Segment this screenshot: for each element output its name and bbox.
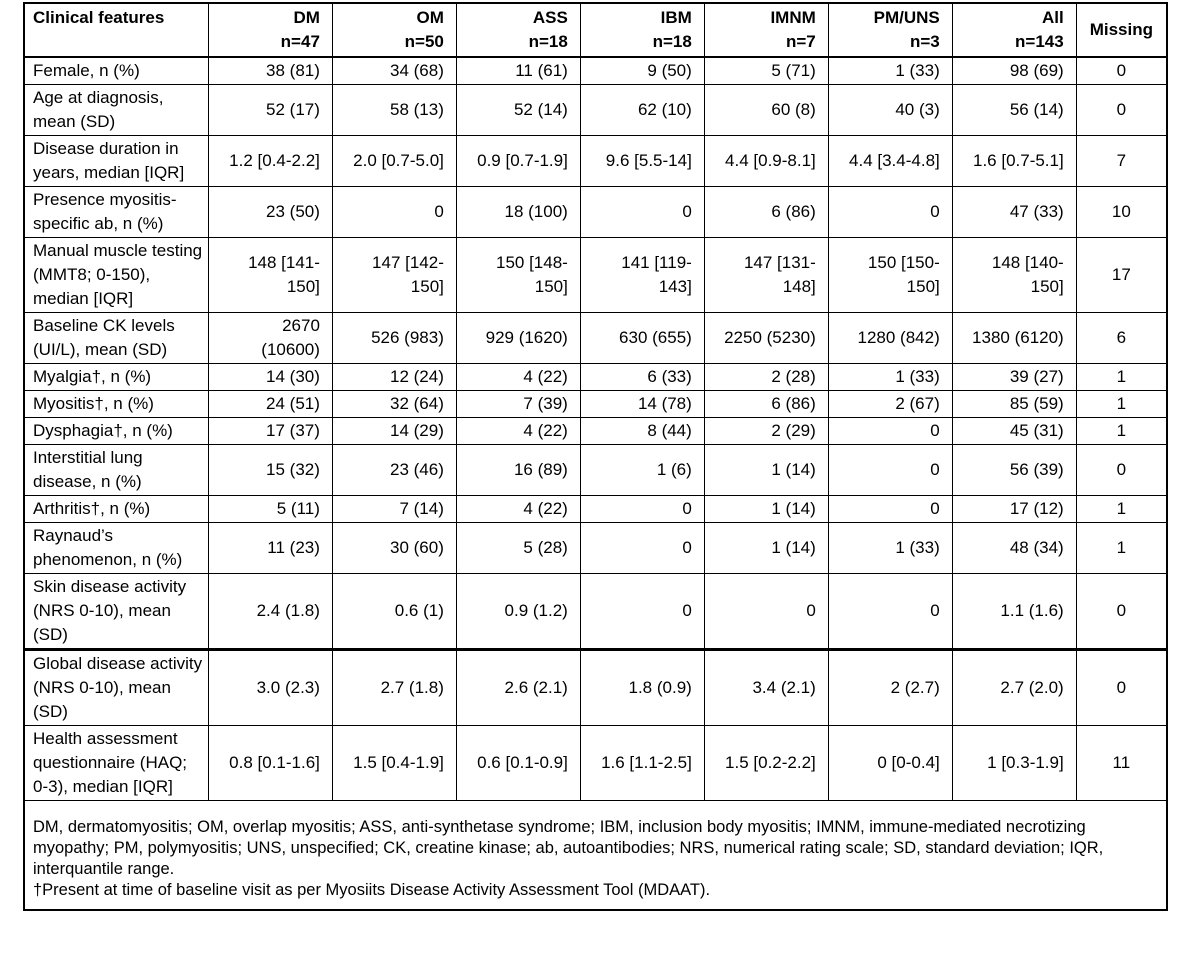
column-header-label: Clinical features: [33, 8, 165, 27]
value-cell: 1.1 (1.6): [952, 574, 1076, 650]
value-cell: 0.6 (1): [332, 574, 456, 650]
value-cell: 2.6 (2.1): [456, 650, 580, 726]
value-cell: 141 [119-143]: [580, 238, 704, 313]
value-cell: 52 (17): [208, 85, 332, 136]
value-cell: 1 (14): [704, 523, 828, 574]
feature-cell: Baseline CK levels (UI/L), mean (SD): [24, 313, 208, 364]
value-cell: 11 (61): [456, 57, 580, 85]
column-header-om: [332, 3, 456, 57]
value-cell: 4.4 [3.4-4.8]: [828, 136, 952, 187]
value-cell: 58 (13): [332, 85, 456, 136]
missing-cell: 0: [1076, 85, 1167, 136]
value-cell: 150 [150-150]: [828, 238, 952, 313]
value-cell: 17 (37): [208, 418, 332, 445]
column-header-n: n=3: [909, 32, 940, 51]
table-row: [24, 726, 1167, 801]
missing-cell: 1: [1076, 523, 1167, 574]
value-cell: 40 (3): [828, 85, 952, 136]
value-cell: 0: [580, 187, 704, 238]
value-cell: 1.2 [0.4-2.2]: [208, 136, 332, 187]
value-cell: 3.0 (2.3): [208, 650, 332, 726]
value-cell: 4.4 [0.9-8.1]: [704, 136, 828, 187]
table-row: [24, 523, 1167, 574]
column-header-n: n=7: [786, 32, 816, 51]
value-cell: 5 (11): [208, 496, 332, 523]
feature-cell: Myositis†, n (%): [24, 391, 208, 418]
value-cell: 2.4 (1.8): [208, 574, 332, 650]
value-cell: 85 (59): [952, 391, 1076, 418]
value-cell: 3.4 (2.1): [704, 650, 828, 726]
value-cell: 7 (14): [332, 496, 456, 523]
value-cell: 38 (81): [208, 57, 332, 85]
table-row: [24, 418, 1167, 445]
value-cell: 0.8 [0.1-1.6]: [208, 726, 332, 801]
value-cell: 0 [0-0.4]: [828, 726, 952, 801]
value-cell: 2 (28): [704, 364, 828, 391]
value-cell: 6 (86): [704, 391, 828, 418]
feature-cell: Raynaud’s phenomenon, n (%): [24, 523, 208, 574]
value-cell: 8 (44): [580, 418, 704, 445]
value-cell: 0: [828, 496, 952, 523]
value-cell: 17 (12): [952, 496, 1076, 523]
value-cell: 5 (71): [704, 57, 828, 85]
value-cell: 0: [580, 574, 704, 650]
table-row: [24, 650, 1167, 726]
value-cell: 52 (14): [456, 85, 580, 136]
column-header-n: n=47: [280, 32, 320, 51]
value-cell: 14 (30): [208, 364, 332, 391]
value-cell: 24 (51): [208, 391, 332, 418]
feature-cell: Presence myositis-specific ab, n (%): [24, 187, 208, 238]
table-row: [24, 238, 1167, 313]
value-cell: 18 (100): [456, 187, 580, 238]
column-header-n: n=50: [404, 32, 444, 51]
value-cell: 0.9 [0.7-1.9]: [456, 136, 580, 187]
value-cell: 6 (86): [704, 187, 828, 238]
column-header-ibm: [580, 3, 704, 57]
table-row: [24, 136, 1167, 187]
column-header-clinical-features: [24, 3, 208, 57]
missing-cell: 10: [1076, 187, 1167, 238]
column-header-label: ASS: [532, 8, 568, 27]
value-cell: 1.6 [0.7-5.1]: [952, 136, 1076, 187]
table-row: [24, 391, 1167, 418]
missing-cell: 0: [1076, 57, 1167, 85]
value-cell: 0: [580, 523, 704, 574]
column-header-label: PM/UNS: [873, 8, 940, 27]
value-cell: 12 (24): [332, 364, 456, 391]
value-cell: 23 (50): [208, 187, 332, 238]
table-row: [24, 574, 1167, 650]
value-cell: 0: [828, 418, 952, 445]
value-cell: 1 (33): [828, 57, 952, 85]
missing-cell: 6: [1076, 313, 1167, 364]
column-header-n: n=18: [528, 32, 568, 51]
column-header-ass: [456, 3, 580, 57]
value-cell: 60 (8): [704, 85, 828, 136]
missing-cell: 1: [1076, 364, 1167, 391]
value-cell: 34 (68): [332, 57, 456, 85]
column-header-dm: [208, 3, 332, 57]
value-cell: 0: [332, 187, 456, 238]
table-row: [24, 187, 1167, 238]
missing-cell: 11: [1076, 726, 1167, 801]
value-cell: 2670 (10600): [208, 313, 332, 364]
column-header-imnm: [704, 3, 828, 57]
value-cell: 56 (14): [952, 85, 1076, 136]
value-cell: 2 (67): [828, 391, 952, 418]
value-cell: 2250 (5230): [704, 313, 828, 364]
value-cell: 4 (22): [456, 418, 580, 445]
value-cell: 150 [148-150]: [456, 238, 580, 313]
value-cell: 2.7 (1.8): [332, 650, 456, 726]
feature-cell: Age at diagnosis, mean (SD): [24, 85, 208, 136]
value-cell: 2 (29): [704, 418, 828, 445]
value-cell: 9 (50): [580, 57, 704, 85]
footnote-abbreviations: DM, dermatomyositis; OM, overlap myositis; ASS, anti-synthetase syndrome; IBM, inclusion body myositis; IMNM, immune-mediated necrotizing myopathy; PM, polymyositis; UNS, unspecified; CK, creatine kinase; ab, autoantibodies; NRS, numerical rating scale; SD, standard deviation; IQR, interquantile range.: [33, 818, 1104, 878]
column-header-label: All: [1041, 8, 1064, 27]
column-header-label: DM: [293, 8, 320, 27]
value-cell: 0: [828, 187, 952, 238]
value-cell: 1 (14): [704, 496, 828, 523]
column-header-missing: [1076, 3, 1167, 57]
value-cell: 2.7 (2.0): [952, 650, 1076, 726]
footnote-row: [24, 801, 1167, 911]
value-cell: 1 (33): [828, 364, 952, 391]
column-header-n: n=18: [652, 32, 692, 51]
value-cell: 11 (23): [208, 523, 332, 574]
value-cell: 32 (64): [332, 391, 456, 418]
feature-cell: Skin disease activity (NRS 0-10), mean (SD): [24, 574, 208, 650]
footnote-dagger-note: †Present at time of baseline visit as per Myosiits Disease Activity Assessment Tool (MDAAT).: [33, 881, 711, 899]
column-header-label: OM: [416, 8, 444, 27]
value-cell: 4 (22): [456, 496, 580, 523]
value-cell: 1 (6): [580, 445, 704, 496]
value-cell: 2.0 [0.7-5.0]: [332, 136, 456, 187]
feature-cell: Dysphagia†, n (%): [24, 418, 208, 445]
value-cell: 1 [0.3-1.9]: [952, 726, 1076, 801]
column-header-all: [952, 3, 1076, 57]
missing-cell: 1: [1076, 496, 1167, 523]
value-cell: 9.6 [5.5-14]: [580, 136, 704, 187]
feature-cell: Interstitial lung disease, n (%): [24, 445, 208, 496]
value-cell: 1380 (6120): [952, 313, 1076, 364]
value-cell: 148 [141-150]: [208, 238, 332, 313]
column-header-label: IBM: [660, 8, 692, 27]
value-cell: 1.8 (0.9): [580, 650, 704, 726]
value-cell: 1.5 [0.2-2.2]: [704, 726, 828, 801]
value-cell: 1 (14): [704, 445, 828, 496]
clinical-features-table: [23, 2, 1168, 911]
value-cell: 929 (1620): [456, 313, 580, 364]
missing-cell: 0: [1076, 650, 1167, 726]
missing-cell: 0: [1076, 574, 1167, 650]
value-cell: 526 (983): [332, 313, 456, 364]
value-cell: 14 (29): [332, 418, 456, 445]
value-cell: 16 (89): [456, 445, 580, 496]
value-cell: 1 (33): [828, 523, 952, 574]
feature-cell: Disease duration in years, median [IQR]: [24, 136, 208, 187]
value-cell: 630 (655): [580, 313, 704, 364]
missing-cell: 1: [1076, 391, 1167, 418]
table-row: [24, 364, 1167, 391]
value-cell: 98 (69): [952, 57, 1076, 85]
column-header-n: n=143: [1015, 32, 1064, 51]
value-cell: 45 (31): [952, 418, 1076, 445]
missing-cell: 17: [1076, 238, 1167, 313]
value-cell: 6 (33): [580, 364, 704, 391]
value-cell: 4 (22): [456, 364, 580, 391]
value-cell: 147 [131-148]: [704, 238, 828, 313]
value-cell: 0: [704, 574, 828, 650]
value-cell: 48 (34): [952, 523, 1076, 574]
feature-cell: Health assessment questionnaire (HAQ; 0-3), median [IQR]: [24, 726, 208, 801]
value-cell: 1280 (842): [828, 313, 952, 364]
value-cell: 14 (78): [580, 391, 704, 418]
value-cell: 62 (10): [580, 85, 704, 136]
header-row: [24, 3, 1167, 57]
value-cell: 23 (46): [332, 445, 456, 496]
table-row: [24, 57, 1167, 85]
value-cell: 0.6 [0.1-0.9]: [456, 726, 580, 801]
value-cell: 7 (39): [456, 391, 580, 418]
footnote: [24, 801, 1167, 911]
value-cell: 0: [828, 574, 952, 650]
value-cell: 0.9 (1.2): [456, 574, 580, 650]
column-header-label: Missing: [1089, 20, 1153, 39]
table-row: [24, 496, 1167, 523]
feature-cell: Myalgia†, n (%): [24, 364, 208, 391]
value-cell: 15 (32): [208, 445, 332, 496]
table-row: [24, 313, 1167, 364]
value-cell: 1.5 [0.4-1.9]: [332, 726, 456, 801]
value-cell: 39 (27): [952, 364, 1076, 391]
column-header-label: IMNM: [770, 8, 816, 27]
column-header-pm-uns: [828, 3, 952, 57]
value-cell: 0: [580, 496, 704, 523]
feature-cell: Arthritis†, n (%): [24, 496, 208, 523]
table-row: [24, 445, 1167, 496]
feature-cell: Female, n (%): [24, 57, 208, 85]
value-cell: 5 (28): [456, 523, 580, 574]
missing-cell: 1: [1076, 418, 1167, 445]
value-cell: 147 [142-150]: [332, 238, 456, 313]
feature-cell: Manual muscle testing (MMT8; 0-150), median [IQR]: [24, 238, 208, 313]
feature-cell: Global disease activity (NRS 0-10), mean (SD): [24, 650, 208, 726]
value-cell: 148 [140-150]: [952, 238, 1076, 313]
missing-cell: 0: [1076, 445, 1167, 496]
value-cell: 56 (39): [952, 445, 1076, 496]
table-row: [24, 85, 1167, 136]
value-cell: 47 (33): [952, 187, 1076, 238]
value-cell: 30 (60): [332, 523, 456, 574]
value-cell: 2 (2.7): [828, 650, 952, 726]
missing-cell: 7: [1076, 136, 1167, 187]
value-cell: 1.6 [1.1-2.5]: [580, 726, 704, 801]
value-cell: 0: [828, 445, 952, 496]
